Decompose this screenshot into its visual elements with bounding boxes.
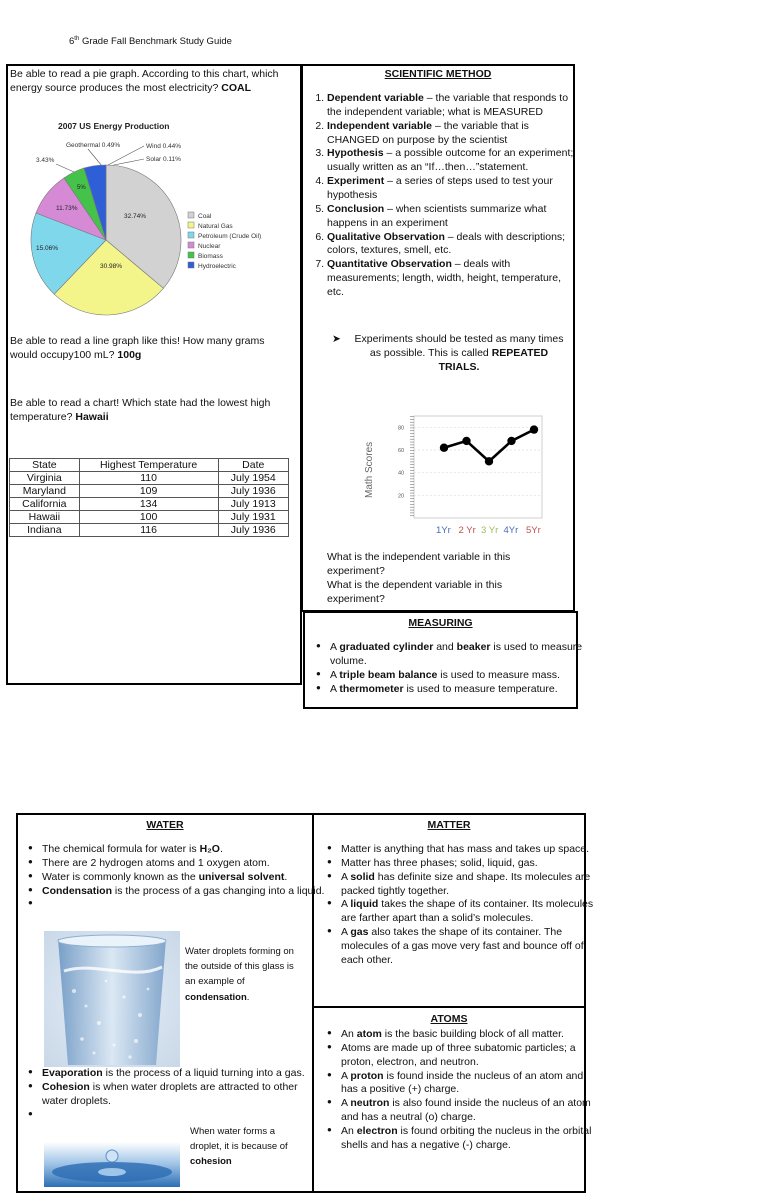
- svg-text:Nuclear: Nuclear: [198, 243, 221, 250]
- list-item: [42, 1109, 326, 1123]
- svg-text:5%: 5%: [77, 185, 86, 191]
- measuring-list: [310, 641, 592, 696]
- data-point: [507, 437, 515, 445]
- table-row: Maryland 109 July 1936: [10, 485, 289, 498]
- scientific-method-title: SCIENTIFIC METHOD: [384, 68, 492, 80]
- scientific-method-list: [309, 92, 579, 300]
- svg-text:Natural Gas: Natural Gas: [198, 223, 233, 230]
- energy-pie-chart: [30, 118, 290, 318]
- water-title: WATER: [146, 819, 184, 831]
- list-item: ● Water is commonly known as the universal solvent.: [42, 871, 326, 885]
- x-tick-label: 3 Yr: [481, 525, 499, 536]
- page-header: [69, 36, 232, 49]
- water-list-1: [22, 843, 326, 912]
- list-item: ● Atoms are made up of three subatomic particles; a proton, electron, and neutron.: [341, 1042, 597, 1070]
- list-item: ● Matter has three phases; solid, liquid, gas.: [341, 857, 597, 871]
- series-line: [444, 430, 534, 462]
- arrow-bullet-icon: ➤: [332, 333, 341, 345]
- list-item: 3. Hypothesis – a possible outcome for an experiment; usually written as an “If…then…”statement.: [327, 147, 579, 175]
- list-item: ● An electron is found orbiting the nucleus in the orbital shells and has a negative (-) charge.: [341, 1125, 597, 1153]
- svg-text:Hydroelectric: Hydroelectric: [198, 263, 236, 270]
- list-item: 5. Conclusion – when scientists summarize what happens in an experiment: [327, 203, 579, 231]
- list-item: 1. Dependent variable – the variable that responds to the independent variable; what is MEASURED: [327, 92, 579, 120]
- cohesion-caption: When water forms a droplet, it is because of cohesion: [190, 1126, 288, 1168]
- temperature-table: [9, 458, 289, 537]
- measuring-title: MEASURING: [408, 617, 473, 629]
- grade-suffix: th: [74, 36, 80, 42]
- list-item: ● Matter is anything that has mass and takes up space.: [341, 843, 597, 857]
- matter-title: MATTER: [427, 819, 471, 831]
- repeated-trials-note: ➤ Experiments should be tested as many times as possible. This is called REPEATED TRIALS.: [332, 333, 564, 373]
- list-item: 4. Experiment – a series of steps used to test your hypothesis: [327, 175, 579, 203]
- condensation-caption: Water droplets forming on the outside of this glass is an example of condensation.: [185, 946, 294, 1003]
- list-item: ● A liquid takes the shape of its container. Its molecules are farther apart than a solid’s molecules.: [341, 898, 597, 926]
- svg-text:15.06%: 15.06%: [36, 245, 59, 252]
- svg-text:30.98%: 30.98%: [100, 263, 123, 270]
- chart-y-label: Math Scores: [364, 441, 375, 498]
- solar-label: Solar 0.11%: [146, 156, 181, 163]
- list-item: 2. Independent variable – the variable that is CHANGED on purpose by the scientist: [327, 120, 579, 148]
- list-item: ● A thermometer is used to measure temperature.: [330, 683, 592, 697]
- data-point: [440, 444, 448, 452]
- svg-text:Biomass: Biomass: [198, 253, 223, 260]
- dependent-question: What is the dependent variable in this experiment?: [327, 579, 503, 605]
- water-droplet-image: [44, 1142, 180, 1187]
- y-tick-label: 80: [398, 425, 405, 432]
- list-item: ● A neutron is also found inside the nucleus of an atom and has a neutral (o) charge.: [341, 1097, 597, 1125]
- table-row: Virginia 110 July 1954: [10, 472, 289, 485]
- wind-label: Wind 0.44%: [146, 143, 182, 150]
- x-tick-label: 1Yr: [436, 525, 451, 536]
- x-tick-label: 4Yr: [503, 525, 519, 536]
- list-item: ● Evaporation is the process of a liquid turning into a gas.: [42, 1067, 326, 1081]
- atoms-list: [321, 1028, 597, 1153]
- list-item: ● A proton is found inside the nucleus of an atom and has a positive (+) charge.: [341, 1070, 597, 1098]
- y-tick-label: 20: [398, 493, 405, 500]
- table-header-row: State Highest Temperature Date: [10, 459, 289, 472]
- list-item: ● There are 2 hydrogen atoms and 1 oxygen atom.: [42, 857, 326, 871]
- data-point: [462, 437, 470, 445]
- table-row: Indiana 116 July 1936: [10, 524, 289, 537]
- x-tick-label: 5Yr: [526, 525, 541, 536]
- svg-text:11.73%: 11.73%: [56, 205, 78, 212]
- svg-text:Petroleum (Crude Oil): Petroleum (Crude Oil): [198, 233, 262, 240]
- list-item: ● A gas also takes the shape of its container. The molecules of a gas move very fast and bounce off of each other.: [341, 926, 597, 968]
- list-item: ● Cohesion is when water droplets are attracted to other water droplets.: [42, 1081, 326, 1109]
- list-item: [42, 898, 326, 912]
- svg-text:32.74%: 32.74%: [124, 213, 147, 220]
- atoms-title: ATOMS: [430, 1013, 468, 1025]
- line-graph-question: Be able to read a line graph like this! How many grams would occupy100 mL? 100g: [10, 335, 265, 361]
- line-graph-answer: 100g: [117, 348, 142, 361]
- math-scores-chart: [356, 412, 552, 538]
- grade-number: 6: [69, 36, 75, 48]
- y-tick-label: 40: [398, 470, 405, 477]
- table-row: Hawaii 100 July 1931: [10, 511, 289, 524]
- list-item: ● The chemical formula for water is H₂O.: [42, 843, 326, 857]
- pie-question: Be able to read a pie graph. According to this chart, which energy source produces the most electricity? COAL: [10, 68, 279, 94]
- list-item: ● A solid has definite size and shape. Its molecules are packed tightly together.: [341, 871, 597, 899]
- nuclear-small-label: 3.43%: [36, 157, 55, 164]
- page-title: Grade Fall Benchmark Study Guide: [79, 36, 232, 48]
- pie-legend: [188, 212, 261, 270]
- data-point: [530, 425, 538, 433]
- chart-question: Be able to read a chart! Which state had the lowest high temperature? Hawaii: [10, 397, 271, 423]
- list-item: 6. Qualitative Observation – deals with descriptions; colors, textures, smell, etc.: [327, 231, 579, 259]
- water-list-2: [22, 1067, 326, 1122]
- list-item: ● A triple beam balance is used to measure mass.: [330, 669, 592, 683]
- independent-question: What is the independent variable in this experiment?: [327, 551, 511, 577]
- list-item: ● An atom is the basic building block of all matter.: [341, 1028, 597, 1042]
- pie-answer: COAL: [221, 81, 252, 94]
- list-item: ● Condensation is the process of a gas changing into a liquid.: [42, 885, 326, 899]
- condensation-glass-image: [44, 931, 180, 1067]
- data-point: [485, 457, 493, 465]
- list-item: 7. Quantitative Observation – deals with measurements; length, width, height, temperature, etc.: [327, 258, 579, 300]
- svg-text:Coal: Coal: [198, 213, 212, 220]
- y-tick-label: 60: [398, 448, 405, 454]
- pie-chart-title: 2007 US Energy Production: [58, 121, 170, 131]
- geothermal-label: Geothermal 0.49%: [66, 142, 121, 149]
- list-item: ● A graduated cylinder and beaker is used to measure volume.: [330, 641, 592, 669]
- x-tick-label: 2 Yr: [458, 525, 476, 536]
- table-row: California 134 July 1913: [10, 498, 289, 511]
- matter-list: [321, 843, 597, 968]
- chart-answer: Hawaii: [75, 410, 109, 423]
